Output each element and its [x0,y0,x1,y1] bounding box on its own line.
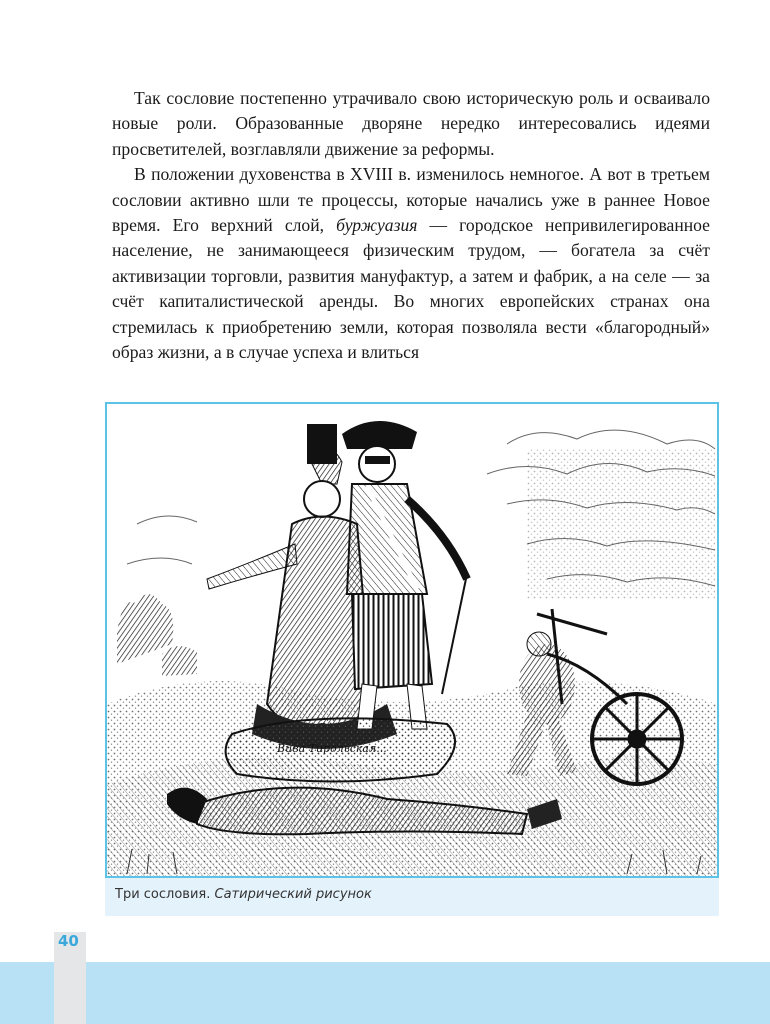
stone-inscription: Вива Тирольская... [277,742,387,755]
body-text [112,86,710,365]
trees [117,594,197,676]
paragraph-1 [112,86,710,162]
paragraph-1-text: Так сословие постепенно утрачивало свою историческую роль и осваивало новые роли. Образованные дворяне нередко интересовались идеями просветителей, возглавляли движение за реформы. [112,88,710,159]
figure [105,402,719,916]
term-bourgeoisie: буржуазия [336,215,418,236]
figure-caption [115,887,372,902]
page-number: 40 [58,932,79,950]
paragraph-2-text-a: В положении духовенства в XVIII в. изменилось немногое. А вот в третьем сословии активно шли те процессы, которые начались уже в раннее Новое время. Его верхний слой, [112,164,710,236]
stone [226,718,455,781]
noble-figure [342,421,467,729]
caption-title: Три сословия. [115,887,211,902]
paragraph-2-text-b: — городское непривилегированное население, не занимающееся физическим трудом, — богатела за счёт активизации торговли, развития мануфактур, а затем и фабрик, а на селе — за счёт капиталистической аренды. Во многих европейских странах она стремилась к приобретению земли, которая позволяла вести «благородный» образ жизни, а в случае успеха и влиться [112,215,710,363]
cloud-shading [527,449,715,599]
figure-frame [105,402,719,878]
footer-band [0,962,770,1024]
paragraph-2 [112,162,710,365]
satirical-engraving [107,404,717,876]
caption-subtitle: Сатирический рисунок [214,887,372,902]
